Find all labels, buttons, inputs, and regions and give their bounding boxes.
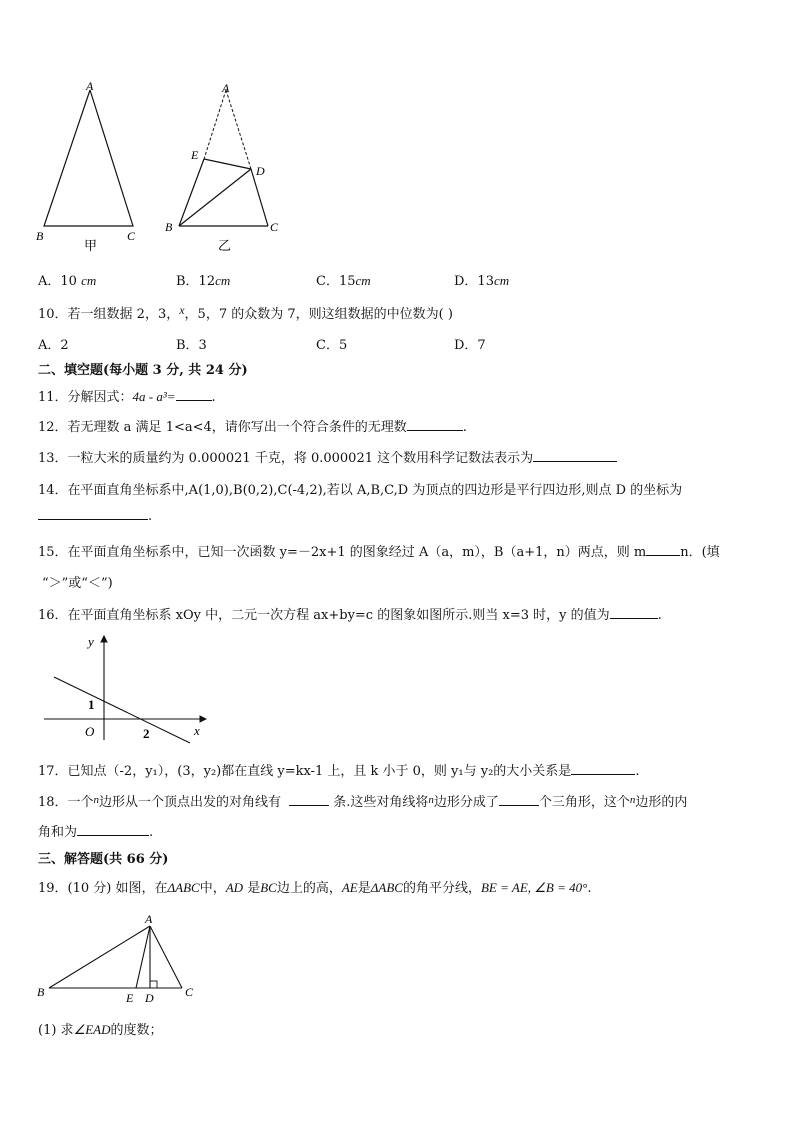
tick-2-label: 2 <box>143 726 150 741</box>
q13: 13．一粒大米的质量约为 0.000021 千克，将 0.000021 这个数用科学记数法表示为 <box>38 447 617 466</box>
q15-line2: “＞”或“＜”) <box>42 576 113 591</box>
caption-jia: 甲 <box>84 238 98 253</box>
origin-label: O <box>85 724 95 739</box>
label-C: C <box>270 220 279 234</box>
label-D: D <box>145 991 154 1005</box>
q15-line1: 15．在平面直角坐标系中，已知一次函数 y=－2x+1 的图象经过 A（a，m），B（a+1，n）两点，则 m n．(填 <box>38 545 720 560</box>
q10-option-a: A．2 <box>38 338 69 353</box>
q10-option-c: C．5 <box>316 338 348 353</box>
label-D: D <box>256 164 265 178</box>
q17: 17．已知点（-2，y₁），(3，y₂)都在直线 y=kx-1 上，且 k 小于 0，则 y₁与 y₂的大小关系是 . <box>38 764 640 779</box>
answer-blank[interactable] <box>610 618 658 619</box>
label-B: B <box>165 220 173 234</box>
label-B: B <box>37 985 45 999</box>
label-B: B <box>36 229 44 243</box>
axis-x-label: x <box>194 723 200 738</box>
label-E: E <box>126 991 134 1005</box>
answer-blank[interactable] <box>646 555 680 556</box>
answer-blank[interactable] <box>176 400 212 401</box>
q9-option-d: D．13cm <box>454 273 510 289</box>
q18-line2: 角和为 . <box>38 825 154 840</box>
figure-q16-graph <box>40 632 215 744</box>
label-A: A <box>145 912 153 926</box>
label-C: C <box>127 229 136 243</box>
q14-line1: 14．在平面直角坐标系中,A(1,0),B(0,2),C(-4,2),若以 A,B,C,D 为顶点的四边形是平行四边形,则点 D 的坐标为 <box>38 483 683 498</box>
axis-y-label: y <box>88 634 94 649</box>
q10-option-d: D．7 <box>454 338 486 353</box>
answer-blank[interactable] <box>407 430 463 431</box>
label-C: C <box>185 985 194 999</box>
q16: 16．在平面直角坐标系 xOy 中，二元一次方程 ax+by=c 的图象如图所示.则当 x=3 时，y 的值为 . <box>38 608 662 623</box>
tick-1-label: 1 <box>88 697 95 712</box>
q10-option-b: B．3 <box>176 338 207 353</box>
figure-triangle-jia <box>30 78 150 258</box>
figure-triangle-yi <box>158 80 288 260</box>
q9-option-c: C．15cm <box>316 273 371 289</box>
q18-line1: 18．一个$^n$边形从一个顶点出发的对角线有 条.这些对角线将$^n$边形分成了 个三角形，这个$^n$边形的内 <box>38 794 688 810</box>
answer-blank[interactable] <box>77 835 149 836</box>
q14-line2: . <box>38 509 152 524</box>
section-heading-fill-in: 二、填空题(每小题 3 分, 共 24 分) <box>38 363 248 378</box>
answer-blank[interactable] <box>499 805 539 806</box>
q19-stem: 19．(10 分) 如图，在ΔABC中，AD 是BC边上的高，AE是ΔABC的角平分线，BE = AE, ∠B = 40°. <box>38 880 592 896</box>
q11: 11．分解因式：4a - a³= . <box>38 389 216 405</box>
answer-blank[interactable] <box>289 805 329 806</box>
q12: 12．若无理数 a 满足 1<a<4，请你写出一个符合条件的无理数 . <box>38 420 467 435</box>
caption-yi: 乙 <box>218 238 232 253</box>
answer-blank[interactable] <box>533 461 617 462</box>
q10-stem: 10．若一组数据 2，3，x，5，7 的众数为 7，则这组数据的中位数为( ) <box>38 303 453 322</box>
q9-option-a: A．10 cm <box>38 273 97 289</box>
q9-option-b: B．12cm <box>176 273 231 289</box>
answer-blank[interactable] <box>38 519 148 520</box>
label-A: A <box>86 79 94 93</box>
figure-q19-triangle <box>34 908 204 1008</box>
q19-part1: (1) 求∠EAD的度数； <box>38 1022 163 1038</box>
answer-blank[interactable] <box>571 774 635 775</box>
label-E: E <box>191 148 199 162</box>
section-heading-solutions: 三、解答题(共 66 分) <box>38 852 169 867</box>
label-A: A <box>222 81 230 95</box>
